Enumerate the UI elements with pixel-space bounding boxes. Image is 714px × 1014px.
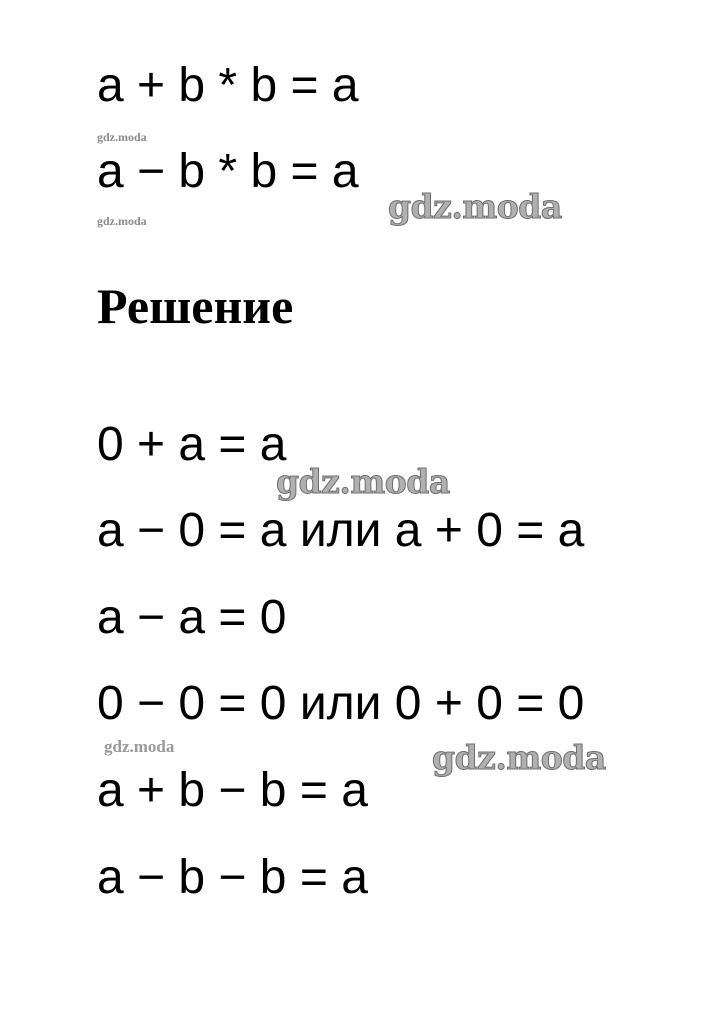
solution-equation-6: a − b − b = a	[97, 851, 368, 904]
watermark-small-1: gdz.moda	[97, 130, 147, 144]
problem-equation-2: a − b * b = a	[97, 145, 359, 198]
solution-equation-4: 0 − 0 = 0 или 0 + 0 = 0	[97, 677, 585, 730]
problem-equation-1: a + b * b = a	[97, 59, 359, 112]
solution-equation-3: a − a = 0	[97, 591, 287, 644]
solution-equation-5: a + b − b = a	[97, 764, 368, 817]
watermark-large-2: gdz.moda	[276, 462, 450, 501]
watermark-large-1: gdz.moda	[388, 187, 562, 226]
watermark-small-3: gdz.moda	[104, 737, 175, 756]
watermark-large-3: gdz.moda	[432, 738, 606, 777]
solution-equation-1: 0 + a = a	[97, 418, 287, 471]
solution-heading: Решение	[97, 278, 294, 334]
solution-equation-2: a − 0 = a или a + 0 = a	[97, 504, 585, 557]
watermark-small-2: gdz.moda	[97, 214, 147, 228]
